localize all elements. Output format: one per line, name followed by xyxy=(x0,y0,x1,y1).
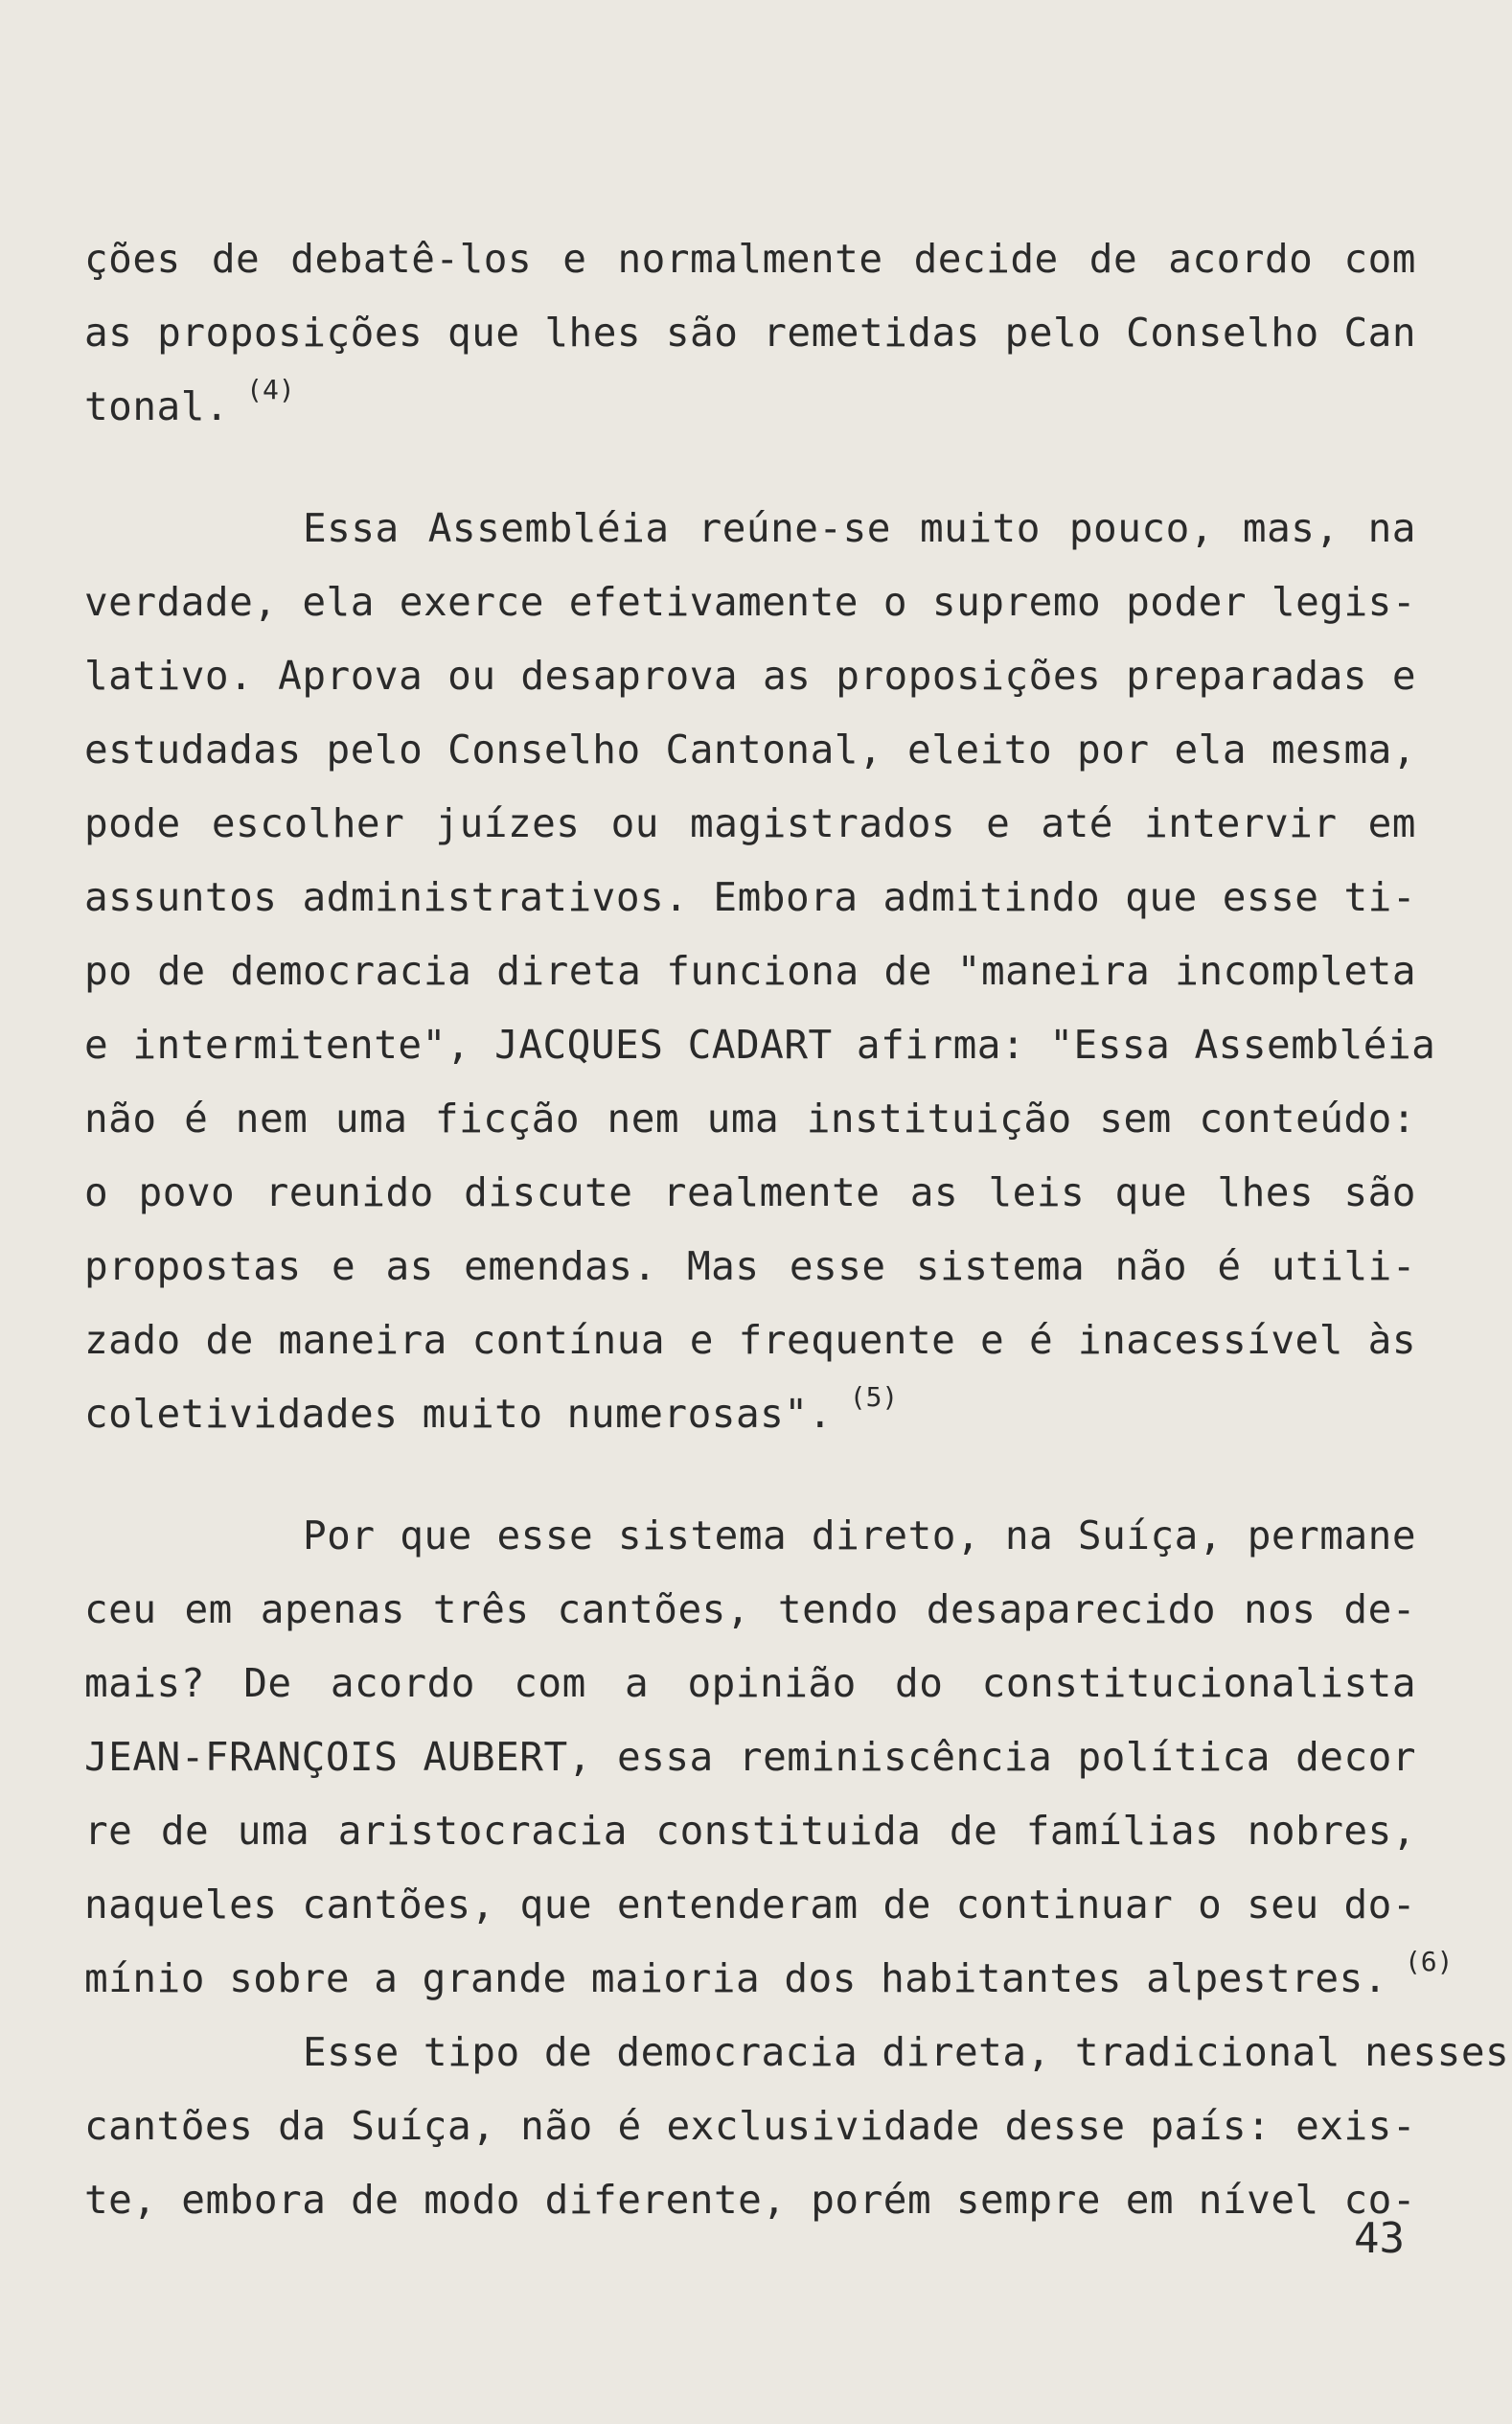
text-line: estudadas pelo Conselho Cantonal, eleito por ela mesma, xyxy=(84,727,1416,773)
footnote-marker: (5) xyxy=(849,1381,899,1413)
body-text xyxy=(84,222,1510,2237)
text-line: propostas e as emendas. Mas esse sistema não é utili- xyxy=(84,1243,1416,1289)
text-line: re de uma aristocracia constituida de famílias nobres, xyxy=(84,1808,1416,1854)
text-line: verdade, ela exerce efetivamente o supremo poder legis- xyxy=(84,579,1416,625)
text-line-content: mínio sobre a grande maioria dos habitantes alpestres. xyxy=(84,1955,1387,2001)
text-line: Essa Assembléia reúne-se muito pouco, mas, na xyxy=(303,505,1416,551)
text-line: o povo reunido discute realmente as leis que lhes são xyxy=(84,1169,1416,1215)
text-line: ceu em apenas três cantões, tendo desaparecido nos de- xyxy=(84,1586,1416,1632)
text-line: naqueles cantões, que entenderam de continuar o seu do- xyxy=(84,1881,1416,1928)
text-line: e intermitente", JACQUES CADART afirma: "Essa Assembléia xyxy=(84,1022,1436,1068)
text-line: não é nem uma ficção nem uma instituição sem conteúdo: xyxy=(84,1096,1416,1142)
text-line-content: tonal. xyxy=(84,383,230,429)
text-line: Esse tipo de democracia direta, tradicional nesses xyxy=(303,2029,1510,2075)
paragraph-2 xyxy=(84,492,1436,1451)
text-line: JEAN-FRANÇOIS AUBERT, essa reminiscência política decor xyxy=(84,1734,1416,1780)
text-line xyxy=(84,1942,1454,2016)
footnote-marker: (6) xyxy=(1404,1946,1454,1977)
text-line xyxy=(84,370,1416,444)
text-line: ções de debatê-los e normalmente decide de acordo com xyxy=(84,236,1416,282)
footnote-marker: (4) xyxy=(246,374,295,405)
text-line xyxy=(84,1377,1416,1451)
text-line: te, embora de modo diferente, porém sempre em nível co- xyxy=(84,2177,1416,2223)
paragraph-gap xyxy=(84,1451,1416,1499)
text-line: po de democracia direta funciona de "maneira incompleta xyxy=(84,948,1416,994)
page-number: 43 xyxy=(1354,2214,1405,2263)
paragraph-3 xyxy=(84,1499,1454,2016)
text-line: Por que esse sistema direto, na Suíça, permane xyxy=(303,1512,1416,1558)
text-line: pode escolher juízes ou magistrados e até intervir em xyxy=(84,800,1416,846)
paragraph-gap xyxy=(84,444,1416,492)
text-line: zado de maneira contínua e frequente e é inacessível às xyxy=(84,1317,1416,1363)
paragraph-4 xyxy=(84,2016,1510,2237)
paragraph-1 xyxy=(84,222,1416,444)
text-line-content: coletividades muito numerosas". xyxy=(84,1391,833,1437)
text-line: as proposições que lhes são remetidas pelo Conselho Can xyxy=(84,310,1416,356)
text-line: assuntos administrativos. Embora admitindo que esse ti- xyxy=(84,874,1416,920)
text-line: lativo. Aprova ou desaprova as proposições preparadas e xyxy=(84,653,1416,699)
text-line: mais? De acordo com a opinião do constitucionalista xyxy=(84,1660,1416,1706)
text-line: cantões da Suíça, não é exclusividade desse país: exis- xyxy=(84,2103,1416,2149)
